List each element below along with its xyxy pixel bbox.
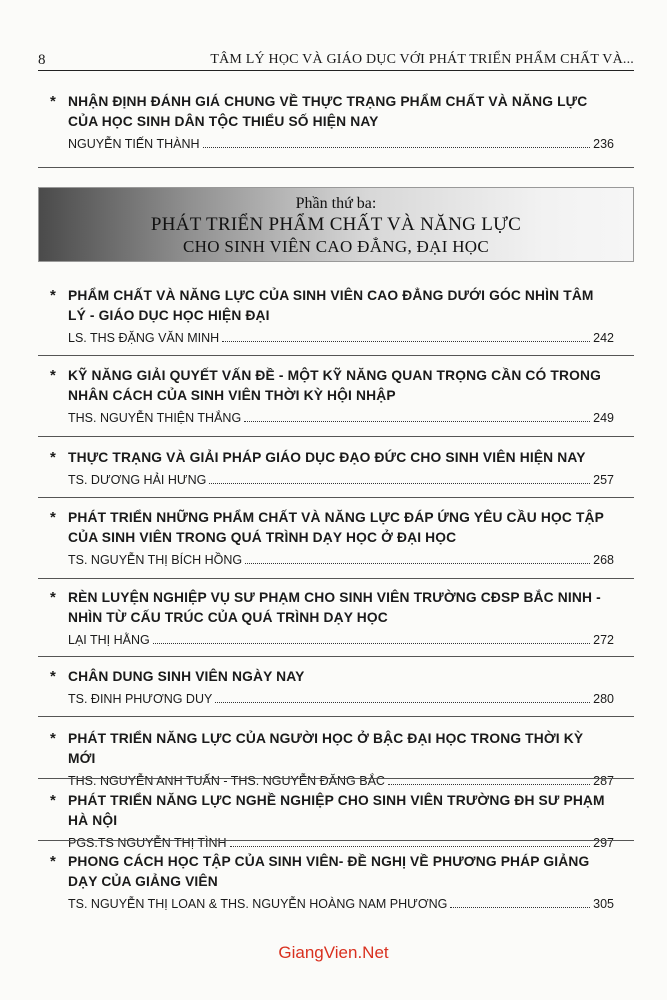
leader-dots: [153, 643, 590, 644]
toc-entry[interactable]: [38, 852, 634, 913]
entry-author: TS. NGUYỄN THỊ LOAN & THS. NGUYỄN HOÀNG NAM PHƯƠNG: [68, 897, 448, 911]
toc-entry[interactable]: [38, 92, 634, 153]
entry-author: TS. DƯƠNG HẢI HƯNG: [68, 473, 207, 487]
entry-author-line: [68, 631, 614, 649]
bullet-star: *: [50, 668, 56, 685]
toc-entry[interactable]: [38, 791, 634, 852]
toc-entry[interactable]: [38, 588, 634, 649]
running-header: [38, 50, 634, 71]
toc-entry[interactable]: [38, 366, 634, 427]
separator: [38, 840, 634, 841]
separator: [38, 497, 634, 498]
bullet-star: *: [50, 589, 56, 606]
toc-entry[interactable]: [38, 667, 634, 708]
toc-entry[interactable]: [38, 508, 634, 569]
toc-entry[interactable]: [38, 729, 634, 790]
entry-page: 236: [593, 137, 614, 151]
entry-author: TS. NGUYỄN THỊ BÍCH HỒNG: [68, 553, 243, 567]
entry-author-line: [68, 551, 614, 569]
watermark-text: GiangVien.Net: [278, 943, 389, 962]
entry-page: 272: [593, 633, 614, 647]
leader-dots: [244, 421, 590, 422]
section-label: Phần thứ ba:: [295, 195, 377, 212]
entry-title: THỰC TRẠNG VÀ GIẢI PHÁP GIÁO DỤC ĐẠO ĐỨC CHO SINH VIÊN HIỆN NAY: [68, 450, 586, 465]
entry-title: PHÁT TRIỂN NĂNG LỰC CỦA NGƯỜI HỌC Ở BẬC ĐẠI HỌC TRONG THỜI KỲ MỚI: [68, 731, 584, 766]
separator: [38, 167, 634, 168]
entry-title: KỸ NĂNG GIẢI QUYẾT VẤN ĐỀ - MỘT KỸ NĂNG QUAN TRỌNG CẦN CÓ TRONG NHÂN CÁCH CỦA SINH VIÊN THỜI KỲ HỘI NHẬP: [68, 368, 601, 403]
running-title: TÂM LÝ HỌC VÀ GIÁO DỤC VỚI PHÁT TRIỂN PHẨM CHẤT VÀ...: [210, 52, 634, 67]
entry-title: NHẬN ĐỊNH ĐÁNH GIÁ CHUNG VỀ THỰC TRẠNG PHẨM CHẤT VÀ NĂNG LỰC CỦA HỌC SINH DÂN TỘC THIỂU SỐ HIỆN NAY: [68, 94, 588, 129]
leader-dots: [388, 784, 590, 785]
entry-author-line: [68, 409, 614, 427]
entry-title: CHÂN DUNG SINH VIÊN NGÀY NAY: [68, 669, 305, 684]
entry-page: 242: [593, 331, 614, 345]
entry-author-line: [68, 895, 614, 913]
entry-page: 249: [593, 411, 614, 425]
entry-title: PHẨM CHẤT VÀ NĂNG LỰC CỦA SINH VIÊN CAO ĐẲNG DƯỚI GÓC NHÌN TÂM LÝ - GIÁO DỤC HỌC HIỆN ĐẠI: [68, 288, 594, 323]
separator: [38, 716, 634, 717]
entry-author: THS. NGUYỄN ANH TUẤN - THS. NGUYỄN ĐĂNG BẮC: [68, 774, 385, 788]
bullet-star: *: [50, 730, 56, 747]
separator: [38, 578, 634, 579]
entry-author: THS. NGUYỄN THIỆN THẮNG: [68, 411, 242, 425]
entry-author-line: [68, 135, 614, 153]
entry-author-line: [68, 834, 614, 852]
entry-page: 280: [593, 692, 614, 706]
bullet-star: *: [50, 792, 56, 809]
leader-dots: [245, 563, 590, 564]
bullet-star: *: [50, 287, 56, 304]
entry-author-line: [68, 329, 614, 347]
entry-page: 257: [593, 473, 614, 487]
entry-author: TS. ĐINH PHƯƠNG DUY: [68, 692, 213, 706]
separator: [38, 355, 634, 356]
leader-dots: [203, 147, 591, 148]
entry-page: 297: [593, 836, 614, 850]
bullet-star: *: [50, 449, 56, 466]
section-title-line2: CHO SINH VIÊN CAO ĐẲNG, ĐẠI HỌC: [182, 237, 489, 256]
separator: [38, 436, 634, 437]
entry-title: PHONG CÁCH HỌC TẬP CỦA SINH VIÊN- ĐỀ NGHỊ VỀ PHƯƠNG PHÁP GIẢNG DẠY CỦA GIẢNG VIÊN: [68, 854, 590, 889]
separator: [38, 656, 634, 657]
bullet-star: *: [50, 509, 56, 526]
page-number: 8: [38, 52, 46, 68]
toc-entry[interactable]: [38, 286, 634, 347]
bullet-star: *: [50, 853, 56, 870]
leader-dots: [450, 907, 590, 908]
entry-title: RÈN LUYỆN NGHIỆP VỤ SƯ PHẠM CHO SINH VIÊN TRƯỜNG CĐSP BẮC NINH - NHÌN TỪ CẤU TRÚC CỦA QUÁ TRÌNH DẠY HỌC: [68, 590, 601, 625]
leader-dots: [215, 702, 590, 703]
entry-author-line: [68, 471, 614, 489]
entry-page: 287: [593, 774, 614, 788]
entry-title: PHÁT TRIỂN NHỮNG PHẨM CHẤT VÀ NĂNG LỰC ĐÁP ỨNG YÊU CẦU HỌC TẬP CỦA SINH VIÊN TRONG QUÁ TRÌNH DẠY HỌC Ở ĐẠI HỌC: [68, 510, 604, 545]
bullet-star: *: [50, 367, 56, 384]
entry-title: PHÁT TRIỂN NĂNG LỰC NGHỀ NGHIỆP CHO SINH VIÊN TRƯỜNG ĐH SƯ PHẠM HÀ NỘI: [68, 793, 605, 828]
entry-page: 268: [593, 553, 614, 567]
section-title-line1: PHÁT TRIỂN PHẨM CHẤT VÀ NĂNG LỰC: [150, 214, 522, 235]
section-banner: [38, 187, 634, 262]
bullet-star: *: [50, 93, 56, 110]
entry-page: 305: [593, 897, 614, 911]
toc-entry[interactable]: [38, 448, 634, 489]
leader-dots: [230, 846, 591, 847]
entry-author: LẠI THỊ HẰNG: [68, 633, 150, 647]
entry-author: PGS.TS NGUYỄN THỊ TÌNH: [68, 836, 227, 850]
separator: [38, 778, 634, 779]
entry-author: NGUYỄN TIẾN THÀNH: [68, 137, 200, 151]
leader-dots: [222, 341, 590, 342]
entry-author-line: [68, 772, 614, 790]
leader-dots: [209, 483, 590, 484]
entry-author: LS. THS ĐẶNG VĂN MINH: [68, 331, 220, 345]
entry-author-line: [68, 690, 614, 708]
